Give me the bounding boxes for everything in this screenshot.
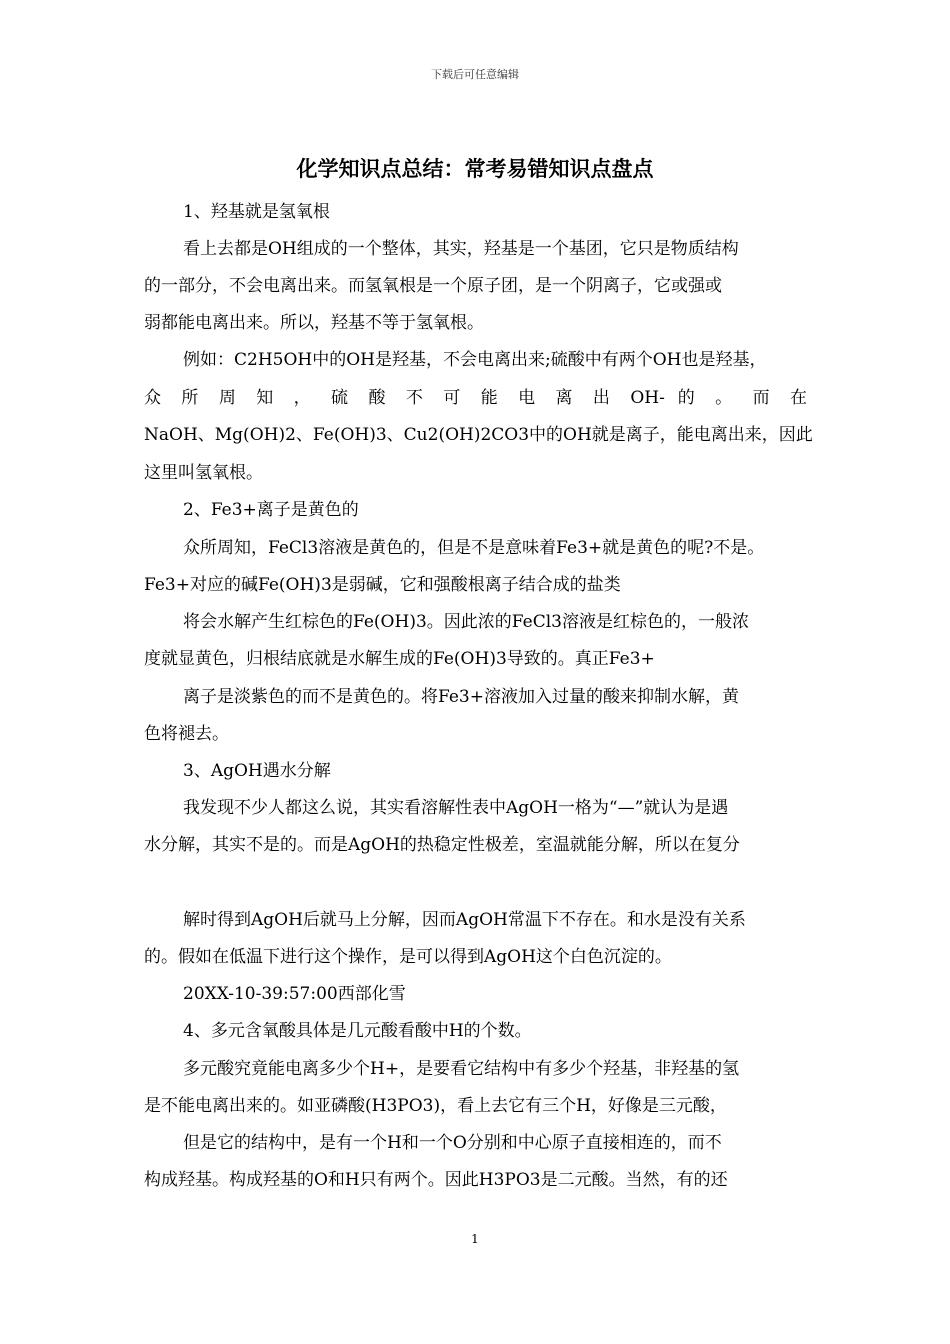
paragraph-line: 将会水解产生红棕色的Fe(OH)3。因此浓的FeCl3溶液是红棕色的，一般浓 [183,612,749,632]
paragraph-line: 但是它的结构中，是有一个H和一个O分别和中心原子直接相连的，而不 [183,1133,722,1153]
paragraph-line: 多元酸究竟能电离多少个H+，是要看它结构中有多少个羟基，非羟基的氢 [183,1059,740,1079]
paragraph-line: 看上去都是OH组成的一个整体，其实，羟基是一个基团，它只是物质结构 [183,239,739,259]
paragraph-line: 我发现不少人都这么说，其实看溶解性表中AgOH一格为“—”就认为是遇 [183,798,729,818]
timestamp-line: 20XX-10-39:57:00西部化雪 [183,984,406,1004]
paragraph-line: 的。假如在低温下进行这个操作，是可以得到AgOH这个白色沉淀的。 [144,947,672,967]
paragraph-line: 解时得到AgOH后就马上分解，因而AgOH常温下不存在。和水是没有关系 [183,910,746,930]
document-title: 化学知识点总结：常考易错知识点盘点 [296,157,654,181]
paragraph-line: 色将褪去。 [144,724,229,744]
page-header: 下载后可任意编辑 [431,68,519,81]
section-heading-4: 4、多元含氧酸具体是几元酸看酸中H的个数。 [183,1021,532,1041]
section-heading-3: 3、AgOH遇水分解 [183,761,331,781]
paragraph-line: 构成羟基。构成羟基的O和H只有两个。因此H3PO3是二元酸。当然，有的还 [144,1170,728,1190]
paragraph-line: 这里叫氢氧根。 [144,463,263,483]
paragraph-line: 度就显黄色，归根结底就是水解生成的Fe(OH)3导致的。真正Fe3+ [144,649,655,669]
page-number: 1 [471,1232,479,1246]
paragraph-line: NaOH、Mg(OH)2、Fe(OH)3、Cu2(OH)2CO3中的OH就是离子，能电离出来，因此 [144,425,813,445]
paragraph-line: 例如：C2H5OH中的OH是羟基，不会电离出来;硫酸中有两个OH也是羟基， [183,350,767,370]
paragraph-line: 是不能电离出来的。如亚磷酸(H3PO3)，看上去它有三个H，好像是三元酸， [144,1096,727,1116]
paragraph-line: 众所周知，FeCl3溶液是黄色的，但是不是意味着Fe3+就是黄色的呢?不是。 [183,538,765,558]
paragraph-line: 水分解，其实不是的。而是AgOH的热稳定性极差，室温就能分解，所以在复分 [144,835,740,855]
paragraph-line: 的一部分，不会电离出来。而氢氧根是一个原子团，是一个阴离子，它或强或 [144,276,722,296]
section-heading-1: 1、羟基就是氢氧根 [183,202,330,222]
paragraph-line: 众 所 周 知 ， 硫 酸 不 可 能 电 离 出 OH- 的 。 而 在 [144,388,807,408]
paragraph-line: 弱都能电离出来。所以，羟基不等于氢氧根。 [144,313,484,333]
paragraph-line: 离子是淡紫色的而不是黄色的。将Fe3+溶液加入过量的酸来抑制水解，黄 [183,687,739,707]
paragraph-line: Fe3+对应的碱Fe(OH)3是弱碱，它和强酸根离子结合成的盐类 [144,575,621,595]
section-heading-2: 2、Fe3+离子是黄色的 [183,500,359,520]
